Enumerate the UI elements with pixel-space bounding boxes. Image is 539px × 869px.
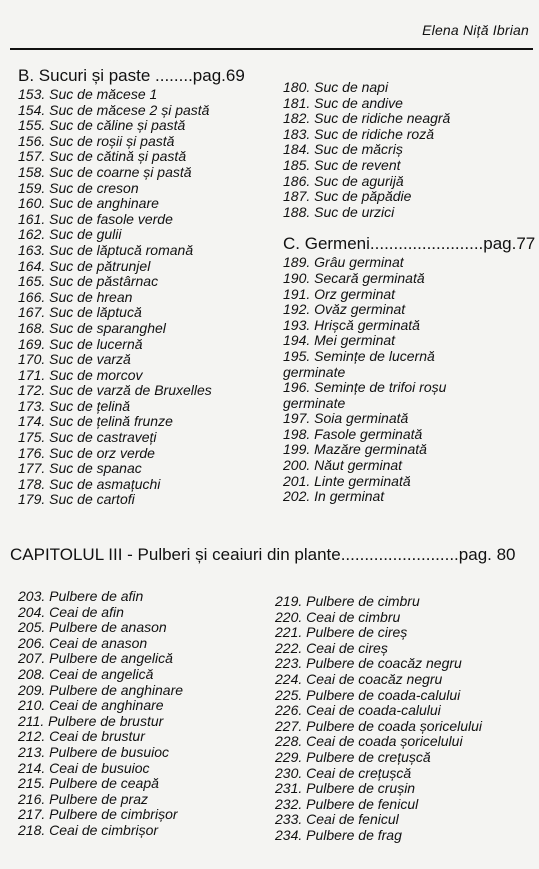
toc-entry: 234. Pulbere de frag: [275, 826, 402, 843]
toc-entry: 217. Pulbere de cimbrișor: [18, 806, 178, 823]
toc-entry: 218. Ceai de cimbrișor: [18, 821, 159, 838]
toc-entry: 156. Suc de roșii și pastă: [18, 132, 175, 149]
toc-entry: 171. Suc de morcov: [18, 366, 143, 383]
toc-entry: 212. Ceai de brustur: [18, 728, 145, 745]
toc-entry: 231. Pulbere de crușin: [275, 780, 416, 797]
section-heading-b: B. Sucuri și paste ........pag.69: [18, 66, 245, 85]
toc-entry: 155. Suc de căline și pastă: [18, 117, 186, 134]
toc-entry: 157. Suc de cătină și pastă: [18, 148, 187, 165]
toc-entry: 167. Suc de lăptucă: [18, 304, 142, 321]
toc-entry: 232. Pulbere de fenicul: [275, 795, 419, 812]
toc-entry: 208. Ceai de angelică: [18, 665, 154, 682]
toc-entry: 202. In germinat: [283, 488, 385, 505]
toc-entry: 225. Pulbere de coada-calului: [275, 686, 461, 703]
toc-entry: 181. Suc de andive: [283, 94, 403, 111]
toc-entry: 227. Pulbere de coada șoricelului: [275, 717, 483, 734]
juice-list-left: [18, 87, 283, 508]
toc-entry: 184. Suc de măcriș: [283, 141, 403, 158]
toc-entry: 210. Ceai de anghinare: [18, 697, 164, 714]
toc-entry: 180. Suc de napi: [283, 79, 389, 95]
toc-entry: 224. Ceai de coacăz negru: [275, 670, 443, 687]
toc-entry: 223. Pulbere de coacăz negru: [275, 655, 462, 672]
toc-entry: 194. Mei germinat: [283, 332, 396, 349]
left-column: [18, 66, 283, 508]
toc-entry: 175. Suc de castraveți: [18, 429, 157, 446]
toc-entry: 165. Suc de păstârnac: [18, 273, 159, 290]
toc-entry: 203. Pulbere de afin: [18, 588, 144, 604]
toc-entry: 183. Suc de ridiche roză: [283, 125, 434, 142]
toc-entry: 177. Suc de spanac: [18, 460, 142, 477]
sprouts-list: [283, 255, 533, 505]
toc-entry: 192. Ovăz germinat: [283, 301, 406, 318]
toc-entry: 198. Fasole germinată: [283, 425, 423, 442]
running-header-author: Elena Niță Ibrian: [422, 22, 529, 38]
toc-entry: 166. Suc de hrean: [18, 288, 133, 305]
toc-entry: 161. Suc de fasole verde: [18, 210, 173, 227]
toc-entry: 158. Suc de coarne și pastă: [18, 163, 192, 180]
toc-entry: 201. Linte germinată: [283, 472, 411, 489]
toc-entry: 206. Ceai de anason: [18, 634, 148, 651]
right-column: [283, 79, 536, 505]
toc-entry: 219. Pulbere de cimbru: [275, 593, 420, 609]
section-heading-c: C. Germeni........................pag.77: [283, 234, 536, 254]
toc-entry: 185. Suc de revent: [283, 156, 401, 173]
toc-entry: 188. Suc de urzici: [283, 203, 395, 220]
toc-entry: 186. Suc de agurijă: [283, 172, 404, 189]
toc-entry: 197. Soia germinată: [283, 410, 409, 427]
toc-entry: 159. Suc de creson: [18, 179, 139, 196]
toc-entry: 179. Suc de cartofi: [18, 491, 135, 508]
toc-entry: 221. Pulbere de cireș: [275, 624, 408, 641]
toc-entry: 222. Ceai de cireș: [275, 639, 388, 656]
toc-entry: 187. Suc de păpădie: [283, 188, 412, 205]
toc-entry: 229. Pulbere de crețușcă: [275, 748, 431, 765]
toc-entry: 205. Pulbere de anason: [18, 619, 167, 636]
toc-entry: 191. Orz germinat: [283, 285, 396, 302]
chapter-right-column: [275, 594, 535, 844]
toc-entry: 182. Suc de ridiche neagră: [283, 110, 451, 127]
toc-entry: 199. Mazăre germinată: [283, 441, 427, 458]
header-rule: [10, 48, 533, 50]
chapter-left-column: [18, 589, 273, 839]
toc-entry: 193. Hrișcă germinată: [283, 316, 420, 333]
toc-entry: 209. Pulbere de anghinare: [18, 681, 184, 698]
toc-entry: 214. Ceai de busuioc: [18, 759, 150, 776]
toc-entry: 172. Suc de varză de Bruxelles: [18, 382, 212, 399]
toc-entry: 162. Suc de gulii: [18, 226, 122, 243]
toc-entry: 190. Secară germinată: [283, 269, 425, 286]
powder-list-left: [18, 589, 273, 839]
toc-entry: 154. Suc de măcese 2 și pastă: [18, 101, 210, 118]
toc-entry: 170. Suc de varză: [18, 351, 131, 368]
toc-entry: 195. Semințe de lucernă germinate: [283, 347, 435, 380]
juice-list-right: [283, 80, 533, 220]
toc-entry: 216. Pulbere de praz: [18, 790, 148, 807]
powder-list-right: [275, 594, 535, 844]
toc-entry: 211. Pulbere de brustur: [18, 712, 164, 729]
toc-entry: 233. Ceai de fenicul: [275, 811, 399, 828]
toc-entry: 228. Ceai de coada șoricelului: [275, 733, 463, 750]
toc-entry: 230. Ceai de crețușcă: [275, 764, 412, 781]
toc-entry: 215. Pulbere de ceapă: [18, 775, 159, 792]
toc-entry: 204. Ceai de afin: [18, 603, 124, 620]
toc-entry: 220. Ceai de cimbru: [275, 608, 401, 625]
toc-entry: 213. Pulbere de busuioc: [18, 743, 169, 760]
toc-entry: 189. Grâu germinat: [283, 254, 404, 271]
toc-entry: 207. Pulbere de angelică: [18, 650, 173, 667]
toc-entry: 174. Suc de țelină frunze: [18, 413, 173, 430]
toc-entry: 164. Suc de pătrunjel: [18, 257, 151, 274]
toc-entry: 196. Semințe de trifoi roșu germinate: [283, 379, 447, 411]
chapter-heading: CAPITOLUL III - Pulberi și ceaiuri din plante.........................pag. 80: [10, 545, 516, 564]
toc-entry: 226. Ceai de coada-calului: [275, 702, 441, 719]
toc-entry: 173. Suc de țelină: [18, 397, 131, 414]
toc-entry: 176. Suc de orz verde: [18, 444, 155, 461]
toc-entry: 160. Suc de anghinare: [18, 195, 159, 212]
toc-entry: 200. Năut germinat: [283, 457, 403, 474]
toc-entry: 169. Suc de lucernă: [18, 335, 143, 352]
toc-entry: 163. Suc de lăptucă romană: [18, 241, 194, 258]
toc-entry: 178. Suc de asmațuchi: [18, 475, 161, 492]
toc-entry: 153. Suc de măcese 1: [18, 86, 158, 102]
toc-entry: 168. Suc de sparanghel: [18, 319, 166, 336]
